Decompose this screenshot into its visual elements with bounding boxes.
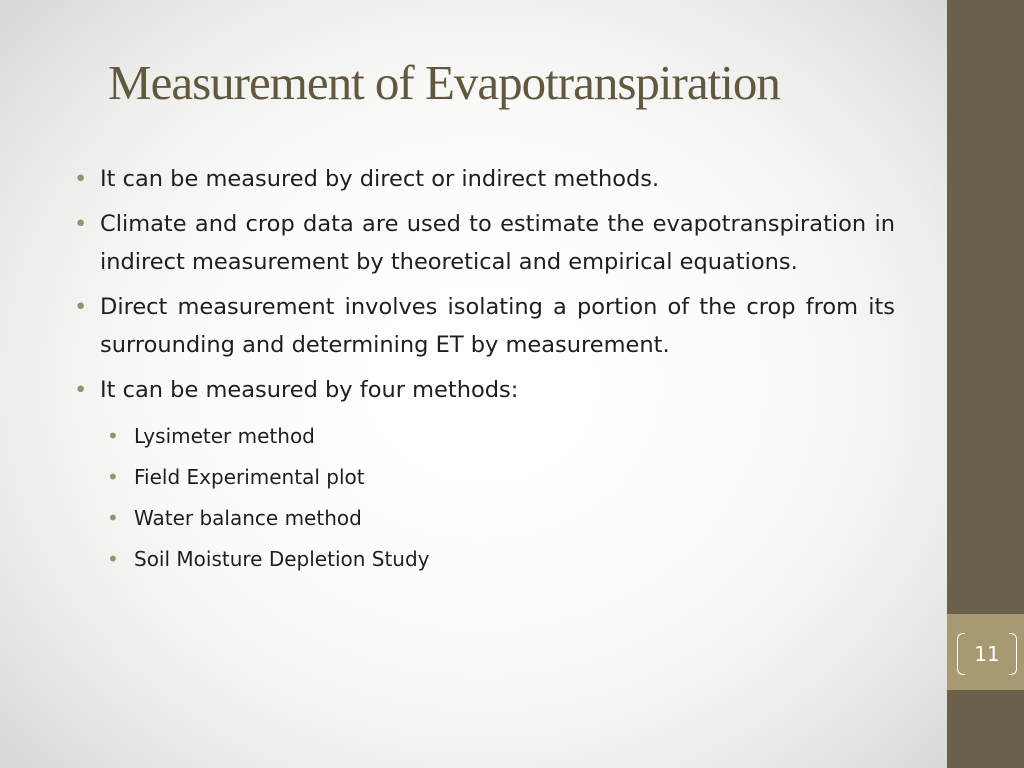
slide-content (74, 160, 895, 580)
slide-title: Measurement of Evapotranspiration (108, 55, 780, 110)
sub-bullet-item: • Soil Moisture Depletion Study (107, 539, 928, 580)
sub-bullet-list (107, 416, 928, 580)
bullet-item: • Direct measurement involves isolating a portion of the crop from its surrounding and determining ET by measurement. (74, 288, 895, 364)
bullet-list (74, 160, 895, 409)
sub-bullet-item: • Lysimeter method (107, 416, 928, 457)
bullet-item: • It can be measured by four methods: (74, 371, 895, 409)
page-number: 11 (957, 632, 1017, 676)
bullet-item: • It can be measured by direct or indirect methods. (74, 160, 895, 198)
sub-bullet-item: • Field Experimental plot (107, 457, 928, 498)
sub-bullet-item: • Water balance method (107, 498, 928, 539)
bullet-item: • Climate and crop data are used to estimate the evapotranspiration in indirect measurement by theoretical and empirical equations. (74, 205, 895, 281)
